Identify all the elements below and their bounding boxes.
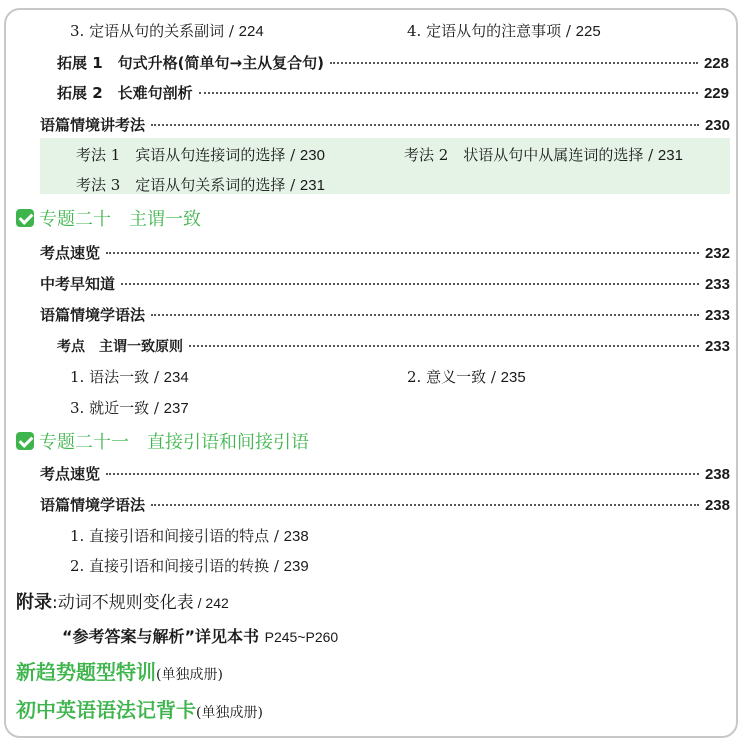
toc-item-notional-agreement[interactable]: 2. 意义一致 / 235 xyxy=(407,368,526,386)
topic-21-heading[interactable]: 专题二十一 直接引语和间接引语 xyxy=(16,428,309,454)
dot-leader xyxy=(189,345,699,347)
toc-entry-exam-preview[interactable]: 中考早知道 233 xyxy=(40,275,730,293)
topic-20-heading[interactable]: 专题二十 主谓一致 xyxy=(16,205,201,231)
toc-entry-overview[interactable]: 考点速览 232 xyxy=(40,244,730,262)
extra-grammar-cards[interactable]: 初中英语语法记背卡(单独成册) xyxy=(16,698,263,722)
checkbox-icon xyxy=(16,432,34,450)
toc-entry-overview-21[interactable]: 考点速览 238 xyxy=(40,465,730,483)
toc-method-3[interactable]: 考法 3 定语从句关系词的选择 / 231 xyxy=(76,176,325,194)
toc-item-proximity-agreement[interactable]: 3. 就近一致 / 237 xyxy=(70,399,189,417)
toc-method-2[interactable]: 考法 2 状语从句中从属连词的选择 / 231 xyxy=(404,146,683,164)
extra-new-trend-training[interactable]: 新趋势题型特训(单独成册) xyxy=(16,660,223,684)
dot-leader xyxy=(106,473,699,475)
toc-entry-extension-1[interactable]: 拓展 1 句式升格(简单句→主从复合句) 228 xyxy=(57,54,729,72)
toc-item-grammatical-agreement[interactable]: 1. 语法一致 / 234 xyxy=(70,368,189,386)
dot-leader xyxy=(151,314,699,316)
toc-item-speech-features[interactable]: 1. 直接引语和间接引语的特点 / 238 xyxy=(70,527,309,545)
dot-leader xyxy=(121,283,699,285)
dot-leader xyxy=(151,124,699,126)
checkbox-icon xyxy=(16,209,34,227)
dot-leader xyxy=(106,252,699,254)
toc-item-relative-adverbs[interactable]: 3. 定语从句的关系副词 / 224 xyxy=(70,22,264,40)
answers-note: “参考答案与解析”详见本书 P245~P260 xyxy=(62,627,339,646)
toc-entry-extension-2[interactable]: 拓展 2 长难句剖析 229 xyxy=(57,84,729,102)
toc-item-speech-conversion[interactable]: 2. 直接引语和间接引语的转换 / 239 xyxy=(70,557,309,575)
toc-entry-context-grammar[interactable]: 语篇情境学语法 233 xyxy=(40,306,730,324)
toc-entry-agreement-principle[interactable]: 考点 主谓一致原则 233 xyxy=(57,338,730,355)
toc-item-notes[interactable]: 4. 定语从句的注意事项 / 225 xyxy=(407,22,601,40)
dot-leader xyxy=(330,62,698,64)
toc-entry-context-methods[interactable]: 语篇情境讲考法 230 xyxy=(40,116,730,134)
dot-leader xyxy=(199,92,698,94)
dot-leader xyxy=(151,504,699,506)
appendix-entry[interactable]: 附录:动词不规则变化表 / 242 xyxy=(16,592,229,613)
toc-entry-context-grammar-21[interactable]: 语篇情境学语法 238 xyxy=(40,496,730,514)
toc-method-1[interactable]: 考法 1 宾语从句连接词的选择 / 230 xyxy=(76,146,325,164)
